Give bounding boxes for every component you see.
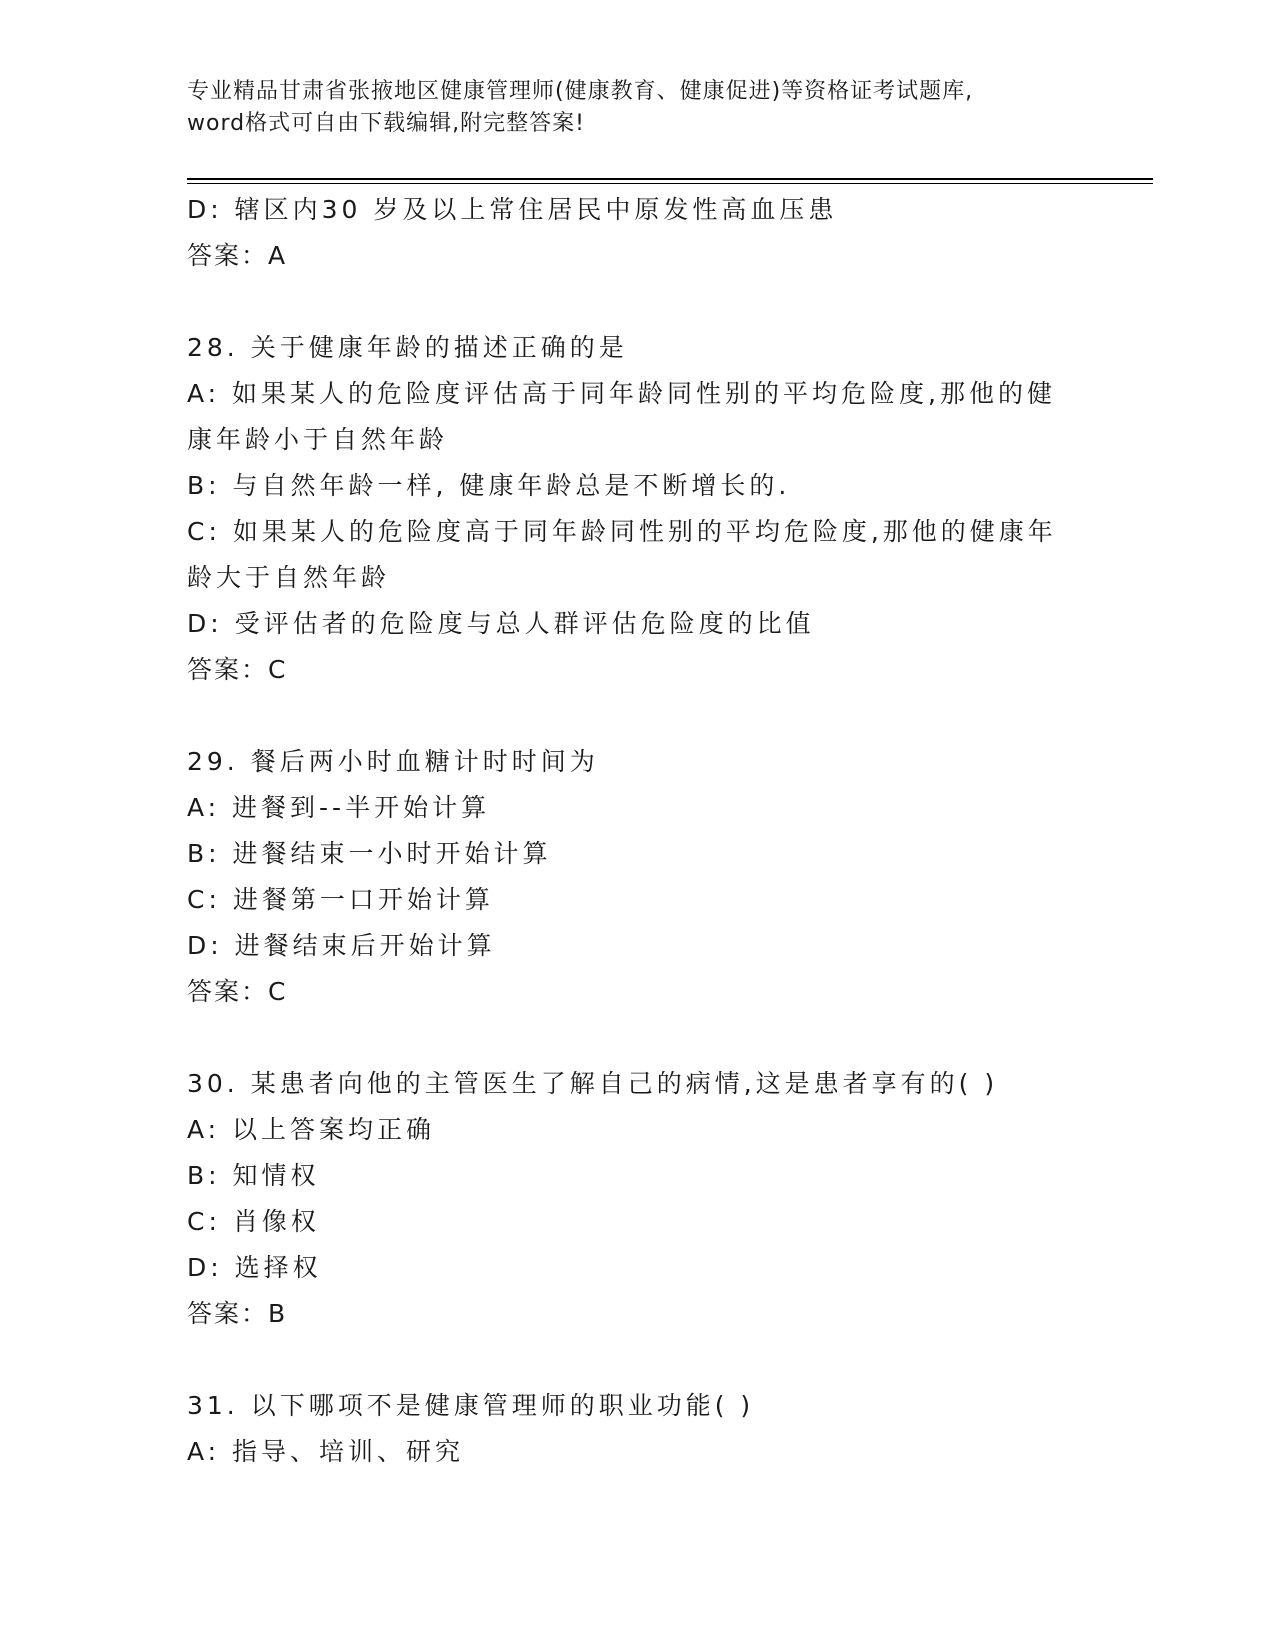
answer-label: 答案：A: [187, 241, 288, 270]
question-stem: 30. 某患者向他的主管医生了解自己的病情,这是患者享有的( ): [187, 1069, 999, 1098]
answer-label: 答案：B: [187, 1299, 288, 1328]
option-c: C: 肖像权: [187, 1207, 320, 1236]
option-a: A: 指导、培训、研究: [187, 1437, 465, 1466]
option-b: B: 进餐结束一小时开始计算: [187, 839, 552, 868]
header-title-line-1: 专业精品甘肃省张掖地区健康管理师(健康教育、健康促进)等资格证考试题库,: [187, 79, 974, 104]
question-stem: 31. 以下哪项不是健康管理师的职业功能( ): [187, 1391, 755, 1420]
document-header: [187, 76, 1087, 140]
option-a: A: 以上答案均正确: [187, 1115, 436, 1144]
option-d: D: 进餐结束后开始计算: [187, 931, 496, 960]
answer-label: 答案：C: [187, 655, 288, 684]
question-27-tail: [187, 187, 1087, 279]
option-b: B: 知情权: [187, 1161, 320, 1190]
question-list: [187, 187, 1087, 1475]
question-stem: 29. 餐后两小时血糖计时时间为: [187, 747, 599, 776]
option-b: B: 与自然年龄一样, 健康年龄总是不断增长的.: [187, 471, 791, 500]
option-a: A: 进餐到--半开始计算: [187, 793, 491, 822]
question-29: [187, 739, 1087, 1015]
header-divider-thick: [187, 178, 1153, 180]
option-c-continued: 龄大于自然年龄: [187, 563, 391, 592]
option-d: D: 选择权: [187, 1253, 322, 1282]
option-c: C: 进餐第一口开始计算: [187, 885, 494, 914]
answer-label: 答案：C: [187, 977, 288, 1006]
question-30: [187, 1061, 1087, 1337]
spacer: [187, 693, 1087, 739]
question-stem: 28. 关于健康年龄的描述正确的是: [187, 333, 628, 362]
spacer: [187, 279, 1087, 325]
option-d: D: 受评估者的危险度与总人群评估危险度的比值: [187, 609, 815, 638]
option-a-continued: 康年龄小于自然年龄: [187, 425, 449, 454]
spacer: [187, 1015, 1087, 1061]
header-divider-thin: [187, 183, 1153, 184]
option-a: A: 如果某人的危险度评估高于同年龄同性别的平均危险度,那他的健: [187, 379, 1056, 408]
question-31: [187, 1383, 1087, 1475]
header-title-line-2: word格式可自由下载编辑,附完整答案!: [187, 111, 585, 136]
option-c: C: 如果某人的危险度高于同年龄同性别的平均危险度,那他的健康年: [187, 517, 1057, 546]
spacer: [187, 1337, 1087, 1383]
option-d: D: 辖区内30 岁及以上常住居民中原发性高血压患: [187, 195, 838, 224]
question-28: [187, 325, 1087, 693]
